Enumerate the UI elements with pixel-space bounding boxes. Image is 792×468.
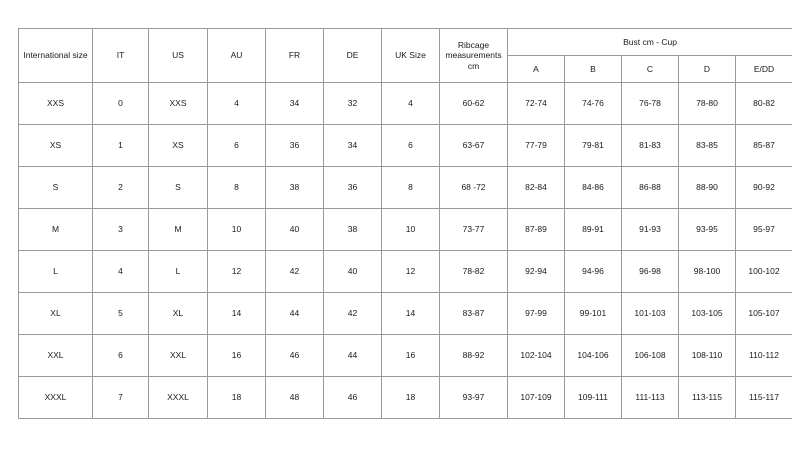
- cell-de: 40: [324, 251, 382, 293]
- cell-au: 6: [208, 125, 266, 167]
- cell-ribcage: 68 -72: [440, 167, 508, 209]
- cell-bust-b: 74-76: [565, 83, 622, 125]
- cell-international-size: XXXL: [19, 377, 93, 419]
- cell-it: 2: [93, 167, 149, 209]
- size-chart-table: [18, 28, 792, 419]
- cell-us: XS: [149, 125, 208, 167]
- cell-bust-c: 76-78: [622, 83, 679, 125]
- table-row: [19, 293, 792, 335]
- cell-bust-a: 102-104: [508, 335, 565, 377]
- cell-bust-c: 91-93: [622, 209, 679, 251]
- cell-us: M: [149, 209, 208, 251]
- cell-it: 3: [93, 209, 149, 251]
- cell-international-size: XS: [19, 125, 93, 167]
- cell-fr: 42: [266, 251, 324, 293]
- cell-bust-a: 97-99: [508, 293, 565, 335]
- table-body: [19, 83, 792, 419]
- cell-uk: 18: [382, 377, 440, 419]
- cell-us: S: [149, 167, 208, 209]
- header-row-primary: [19, 29, 792, 56]
- cell-bust-d: 78-80: [679, 83, 736, 125]
- column-header-cup-b: B: [565, 56, 622, 83]
- cell-de: 42: [324, 293, 382, 335]
- table-row: [19, 335, 792, 377]
- cell-uk: 6: [382, 125, 440, 167]
- cell-it: 1: [93, 125, 149, 167]
- cell-us: L: [149, 251, 208, 293]
- cell-au: 18: [208, 377, 266, 419]
- table-row: [19, 209, 792, 251]
- cell-bust-d: 113-115: [679, 377, 736, 419]
- cell-bust-d: 108-110: [679, 335, 736, 377]
- cell-bust-a: 77-79: [508, 125, 565, 167]
- cell-bust-a: 107-109: [508, 377, 565, 419]
- cell-bust-c: 101-103: [622, 293, 679, 335]
- cell-bust-d: 98-100: [679, 251, 736, 293]
- cell-de: 34: [324, 125, 382, 167]
- table-row: [19, 377, 792, 419]
- cell-bust-edd: 115-117: [736, 377, 792, 419]
- cell-ribcage: 63-67: [440, 125, 508, 167]
- cell-it: 4: [93, 251, 149, 293]
- cell-bust-edd: 85-87: [736, 125, 792, 167]
- table-row: [19, 251, 792, 293]
- cell-bust-b: 94-96: [565, 251, 622, 293]
- cell-bust-d: 83-85: [679, 125, 736, 167]
- column-header-fr: FR: [266, 29, 324, 83]
- cell-au: 4: [208, 83, 266, 125]
- cell-international-size: XXS: [19, 83, 93, 125]
- cell-bust-b: 104-106: [565, 335, 622, 377]
- cell-ribcage: 88-92: [440, 335, 508, 377]
- table-header: [19, 29, 792, 83]
- cell-us: XL: [149, 293, 208, 335]
- cell-ribcage: 78-82: [440, 251, 508, 293]
- cell-bust-b: 84-86: [565, 167, 622, 209]
- cell-bust-edd: 90-92: [736, 167, 792, 209]
- table-row: [19, 167, 792, 209]
- cell-bust-a: 72-74: [508, 83, 565, 125]
- cell-au: 14: [208, 293, 266, 335]
- cell-uk: 4: [382, 83, 440, 125]
- cell-au: 10: [208, 209, 266, 251]
- cell-bust-edd: 100-102: [736, 251, 792, 293]
- cell-bust-c: 106-108: [622, 335, 679, 377]
- cell-uk: 12: [382, 251, 440, 293]
- cell-bust-c: 81-83: [622, 125, 679, 167]
- column-header-ribcage: Ribcage measurements cm: [440, 29, 508, 83]
- column-header-cup-edd: E/DD: [736, 56, 792, 83]
- cell-international-size: XL: [19, 293, 93, 335]
- column-header-au: AU: [208, 29, 266, 83]
- cell-us: XXXL: [149, 377, 208, 419]
- cell-international-size: XXL: [19, 335, 93, 377]
- cell-it: 5: [93, 293, 149, 335]
- column-header-international-size: International size: [19, 29, 93, 83]
- cell-uk: 8: [382, 167, 440, 209]
- cell-bust-b: 109-111: [565, 377, 622, 419]
- cell-de: 32: [324, 83, 382, 125]
- column-header-us: US: [149, 29, 208, 83]
- cell-ribcage: 60-62: [440, 83, 508, 125]
- cell-fr: 48: [266, 377, 324, 419]
- cell-bust-edd: 110-112: [736, 335, 792, 377]
- cell-uk: 10: [382, 209, 440, 251]
- cell-au: 12: [208, 251, 266, 293]
- cell-de: 46: [324, 377, 382, 419]
- cell-bust-a: 82-84: [508, 167, 565, 209]
- cell-bust-b: 89-91: [565, 209, 622, 251]
- cell-bust-d: 88-90: [679, 167, 736, 209]
- column-header-uk: UK Size: [382, 29, 440, 83]
- table-row: [19, 83, 792, 125]
- cell-uk: 16: [382, 335, 440, 377]
- column-header-it: IT: [93, 29, 149, 83]
- cell-fr: 34: [266, 83, 324, 125]
- cell-bust-edd: 105-107: [736, 293, 792, 335]
- cell-bust-b: 99-101: [565, 293, 622, 335]
- cell-international-size: L: [19, 251, 93, 293]
- cell-international-size: S: [19, 167, 93, 209]
- cell-bust-edd: 80-82: [736, 83, 792, 125]
- cell-bust-d: 103-105: [679, 293, 736, 335]
- cell-ribcage: 73-77: [440, 209, 508, 251]
- column-header-de: DE: [324, 29, 382, 83]
- cell-de: 38: [324, 209, 382, 251]
- cell-bust-a: 92-94: [508, 251, 565, 293]
- cell-fr: 46: [266, 335, 324, 377]
- cell-bust-c: 96-98: [622, 251, 679, 293]
- cell-us: XXS: [149, 83, 208, 125]
- cell-bust-edd: 95-97: [736, 209, 792, 251]
- cell-bust-c: 86-88: [622, 167, 679, 209]
- cell-fr: 36: [266, 125, 324, 167]
- cell-it: 0: [93, 83, 149, 125]
- cell-international-size: M: [19, 209, 93, 251]
- cell-au: 16: [208, 335, 266, 377]
- table-row: [19, 125, 792, 167]
- cell-bust-c: 111-113: [622, 377, 679, 419]
- cell-ribcage: 83-87: [440, 293, 508, 335]
- cell-it: 6: [93, 335, 149, 377]
- column-header-cup-c: C: [622, 56, 679, 83]
- cell-us: XXL: [149, 335, 208, 377]
- column-header-cup-d: D: [679, 56, 736, 83]
- cell-bust-d: 93-95: [679, 209, 736, 251]
- column-header-bust-group: Bust cm - Cup: [508, 29, 792, 56]
- cell-fr: 44: [266, 293, 324, 335]
- cell-bust-a: 87-89: [508, 209, 565, 251]
- cell-fr: 40: [266, 209, 324, 251]
- cell-fr: 38: [266, 167, 324, 209]
- column-header-cup-a: A: [508, 56, 565, 83]
- cell-it: 7: [93, 377, 149, 419]
- cell-bust-b: 79-81: [565, 125, 622, 167]
- cell-de: 36: [324, 167, 382, 209]
- cell-uk: 14: [382, 293, 440, 335]
- cell-ribcage: 93-97: [440, 377, 508, 419]
- cell-de: 44: [324, 335, 382, 377]
- cell-au: 8: [208, 167, 266, 209]
